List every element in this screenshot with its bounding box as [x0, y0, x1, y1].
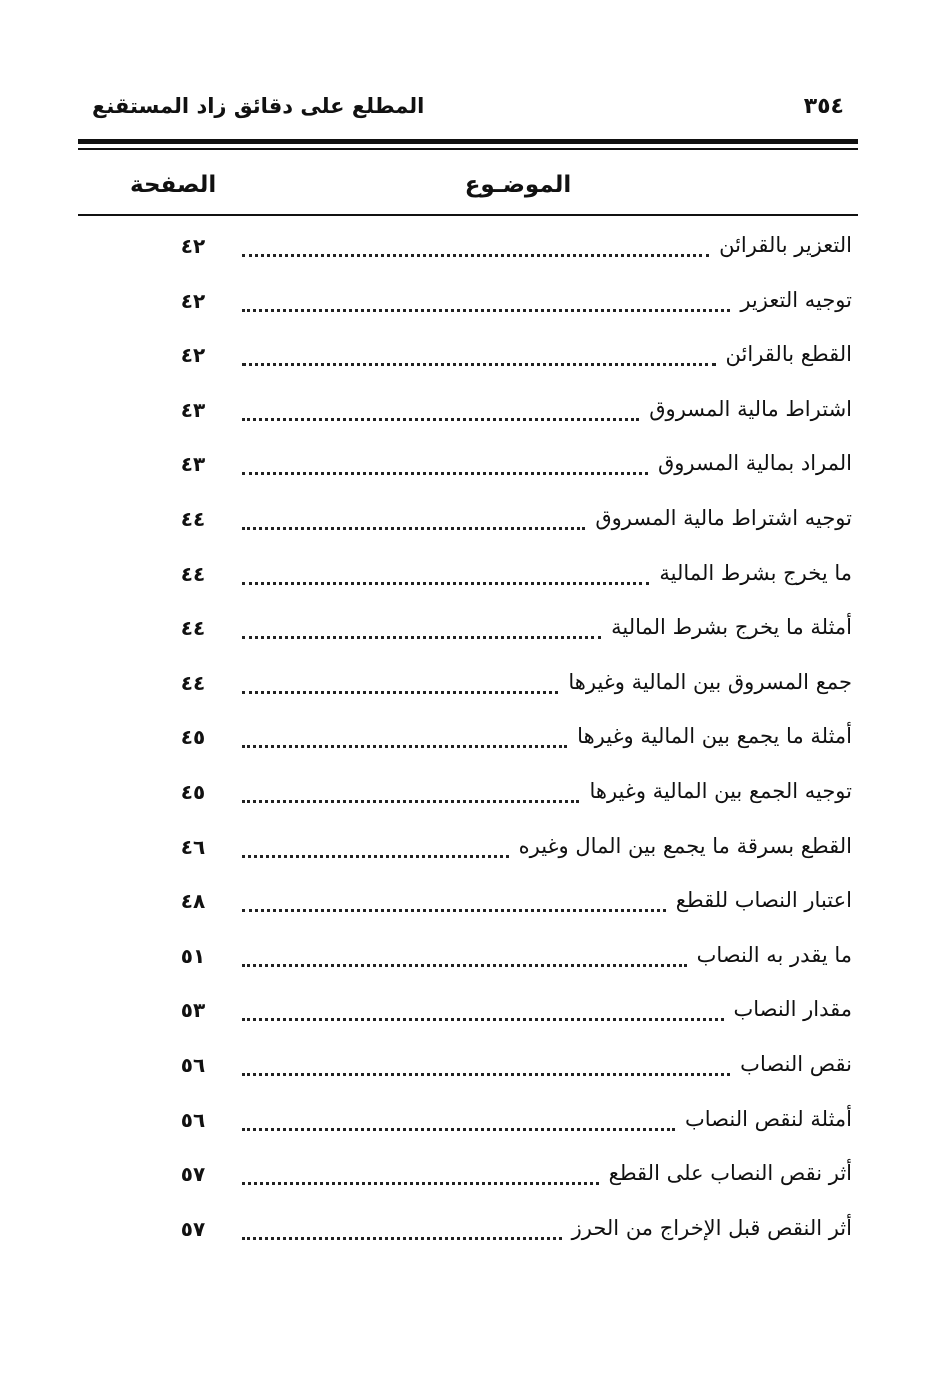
toc-entry-title: اشتراط مالية المسروق — [649, 396, 852, 421]
toc-entry-title: أمثلة ما يخرج بشرط المالية — [611, 615, 852, 640]
toc-entry — [170, 879, 852, 934]
dot-leader — [242, 1182, 599, 1185]
toc-entry-title: توجيه التعزير — [740, 287, 852, 312]
topic-column-heading: الموضـوع — [464, 172, 572, 198]
toc-entry-title: أثر نقص النصاب على القطع — [608, 1161, 852, 1186]
page-column-heading: الصفحة — [130, 172, 217, 198]
header-rule-thin — [78, 148, 858, 150]
dot-leader — [242, 363, 716, 366]
toc-entry-title: التعزير بالقرائن — [719, 233, 852, 257]
running-header — [78, 92, 858, 132]
toc-entry-page-number: ٤٢ — [180, 288, 206, 313]
table-of-contents — [170, 224, 852, 1261]
toc-entry — [170, 825, 852, 880]
toc-entry-page-number: ٥٦ — [180, 1052, 206, 1077]
toc-entry-title: أمثلة لنقص النصاب — [684, 1106, 852, 1131]
toc-entry-page-number: ٥٣ — [180, 998, 206, 1023]
toc-entry-title: اعتبار النصاب للقطع — [675, 888, 852, 913]
toc-entry — [170, 333, 852, 388]
toc-entry — [170, 606, 852, 661]
toc-entry-page-number: ٤٣ — [180, 452, 206, 477]
toc-entry — [170, 442, 852, 497]
toc-entry-title: توجيه الجمع بين المالية وغيرها — [589, 778, 852, 803]
toc-entry — [170, 388, 852, 443]
headings-rule — [78, 214, 858, 216]
dot-leader — [242, 1237, 562, 1240]
book-title: المطلع على دقائق زاد المستقنع — [92, 94, 425, 118]
toc-entry-page-number: ٤٤ — [180, 616, 206, 641]
toc-entry — [170, 988, 852, 1043]
toc-entry-page-number: ٤٤ — [180, 670, 206, 695]
dot-leader — [242, 745, 567, 748]
toc-entry-title: مقدار النصاب — [733, 997, 852, 1022]
toc-entry — [170, 552, 852, 607]
column-headings — [78, 170, 858, 210]
toc-entry — [170, 661, 852, 716]
toc-entry — [170, 770, 852, 825]
toc-entry-page-number: ٤٢ — [180, 343, 206, 368]
toc-entry-page-number: ٤٢ — [180, 234, 206, 258]
dot-leader — [242, 691, 558, 694]
toc-entry-title: أمثلة ما يجمع بين المالية وغيرها — [577, 724, 852, 749]
toc-entry-page-number: ٤٥ — [180, 779, 206, 804]
toc-entry-page-number: ٤٤ — [180, 561, 206, 586]
header-rule-thick — [78, 139, 858, 144]
toc-entry — [170, 1043, 852, 1098]
toc-entry-title: نقص النصاب — [740, 1051, 852, 1076]
toc-entry-title: القطع بالقرائن — [725, 342, 852, 367]
toc-entry-page-number: ٤٥ — [180, 725, 206, 750]
toc-entry-title: توجيه اشتراط مالية المسروق — [595, 505, 852, 530]
toc-entry-page-number: ٤٦ — [180, 834, 206, 859]
toc-entry-title: أثر النقص قبل الإخراج من الحرز — [571, 1215, 852, 1240]
toc-entry — [170, 497, 852, 552]
toc-entry-title: ما يخرج بشرط المالية — [659, 560, 852, 585]
toc-entry — [170, 1207, 852, 1262]
dot-leader — [242, 1018, 724, 1021]
toc-entry-page-number: ٥٦ — [180, 1107, 206, 1132]
dot-leader — [242, 800, 579, 803]
toc-entry-page-number: ٤٨ — [180, 889, 206, 914]
dot-leader — [242, 418, 639, 421]
toc-entry-title: المراد بمالية المسروق — [657, 451, 852, 476]
dot-leader — [242, 964, 687, 967]
dot-leader — [242, 636, 601, 639]
dot-leader — [242, 1073, 730, 1076]
dot-leader — [242, 855, 509, 858]
toc-entry — [170, 1098, 852, 1153]
dot-leader — [242, 254, 709, 257]
toc-entry-page-number: ٥١ — [180, 943, 206, 968]
dot-leader — [242, 527, 585, 530]
toc-entry-page-number: ٥٧ — [180, 1162, 206, 1187]
toc-entry — [170, 1152, 852, 1207]
dot-leader — [242, 1128, 675, 1131]
dot-leader — [242, 582, 649, 585]
toc-entry — [170, 934, 852, 989]
toc-entry — [170, 224, 852, 279]
dot-leader — [242, 309, 730, 312]
toc-entry-title: جمع المسروق بين المالية وغيرها — [568, 669, 852, 694]
page-number: ٣٥٤ — [803, 94, 844, 119]
toc-entry-title: القطع بسرقة ما يجمع بين المال وغيره — [518, 833, 852, 858]
toc-entry-page-number: ٤٤ — [180, 506, 206, 531]
toc-entry-page-number: ٥٧ — [180, 1216, 206, 1241]
toc-entry — [170, 279, 852, 334]
toc-entry-page-number: ٤٣ — [180, 397, 206, 422]
dot-leader — [242, 909, 666, 912]
toc-entry-title: ما يقدر به النصاب — [696, 942, 852, 967]
toc-entry — [170, 715, 852, 770]
dot-leader — [242, 472, 648, 475]
